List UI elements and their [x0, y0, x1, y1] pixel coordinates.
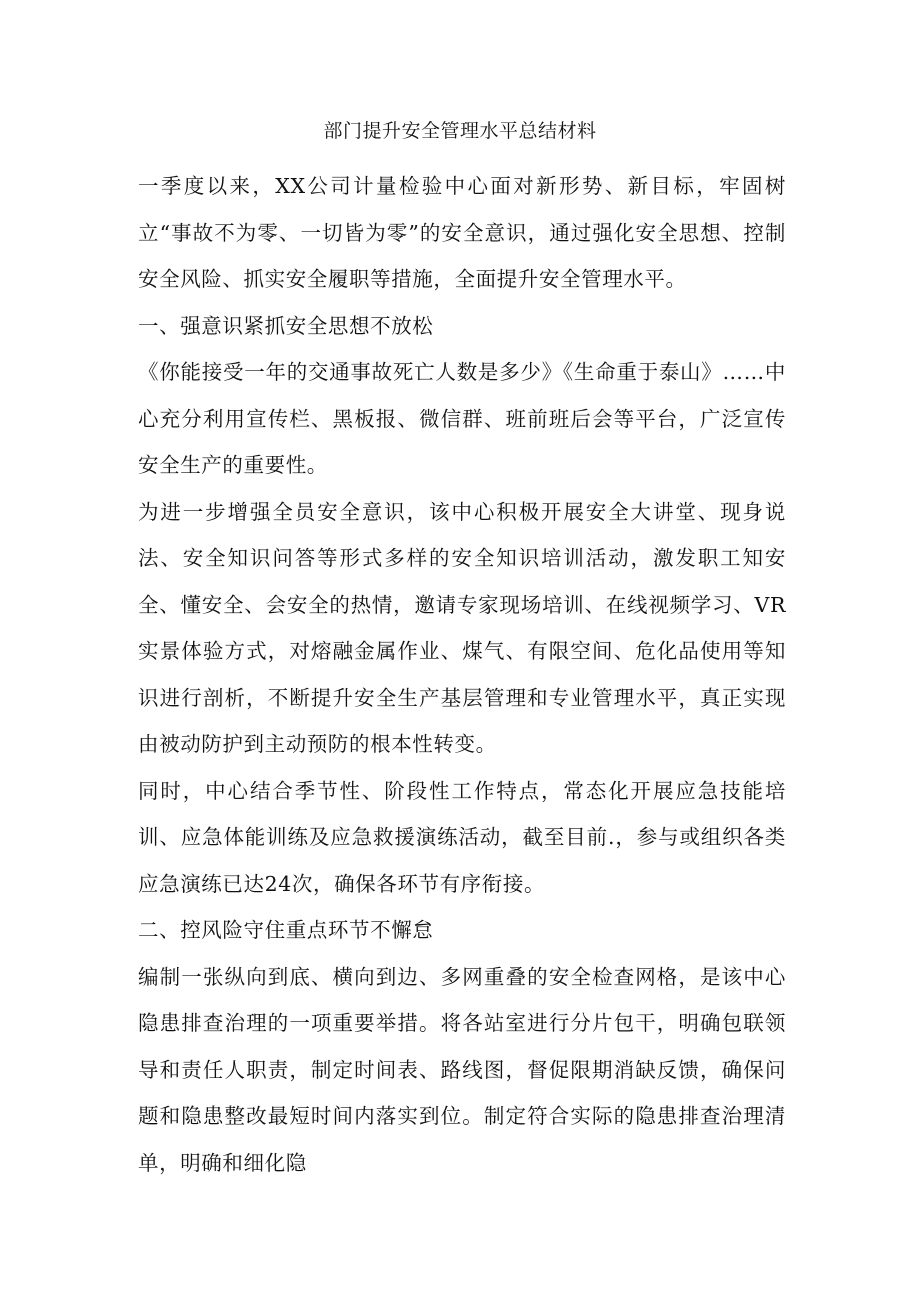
document-title: 部门提升安全管理水平总结材料: [323, 120, 597, 142]
paragraph-training: 为进一步增强全员安全意识，该中心积极开展安全大讲堂、现身说法、安全知识问答等形式多样的安全知识培训活动，激发职工知安全、懂安全、会安全的热情，邀请专家现场培训、在线视频学习、VR实景体验方式，对熔融金属作业、煤气、有限空间、危化品使用等知识进行剖析，不断提升安全生产基层管理和专业管理水平，真正实现由被动防护到主动预防的根本性转变。: [138, 499, 786, 756]
paragraph-propaganda: 《你能接受一年的交通事故死亡人数是多少》《生命重于泰山》……中心充分利用宣传栏、黑板报、微信群、班前班后会等平台，广泛宣传安全生产的重要性。: [138, 360, 786, 477]
document-body: [138, 163, 786, 1186]
section-heading-1: 一、强意识紧抓安全思想不放松: [138, 313, 434, 338]
paragraph-intro: 一季度以来，XX公司计量检验中心面对新形势、新目标，牢固树立“事故不为零、一切皆为零”的安全意识，通过强化安全思想、控制安全风险、抓实安全履职等措施，全面提升安全管理水平。: [138, 174, 786, 291]
paragraph-inspection-grid: 编制一张纵向到底、横向到边、多网重叠的安全检查网格，是该中心隐患排查治理的一项重要举措。将各站室进行分片包干，明确包联领导和责任人职责，制定时间表、路线图，督促限期消缺反馈，确保问题和隐患整改最短时间内落实到位。制定符合实际的隐患排查治理清单，明确和细化隐: [138, 964, 786, 1175]
paragraph-emergency-drills: 同时，中心结合季节性、阶段性工作特点，常态化开展应急技能培训、应急体能训练及应急救援演练活动，截至目前.，参与或组织各类应急演练已达24次，确保各环节有序衔接。: [138, 778, 786, 896]
section-heading-2: 二、控风险守住重点环节不懈怠: [138, 918, 434, 942]
